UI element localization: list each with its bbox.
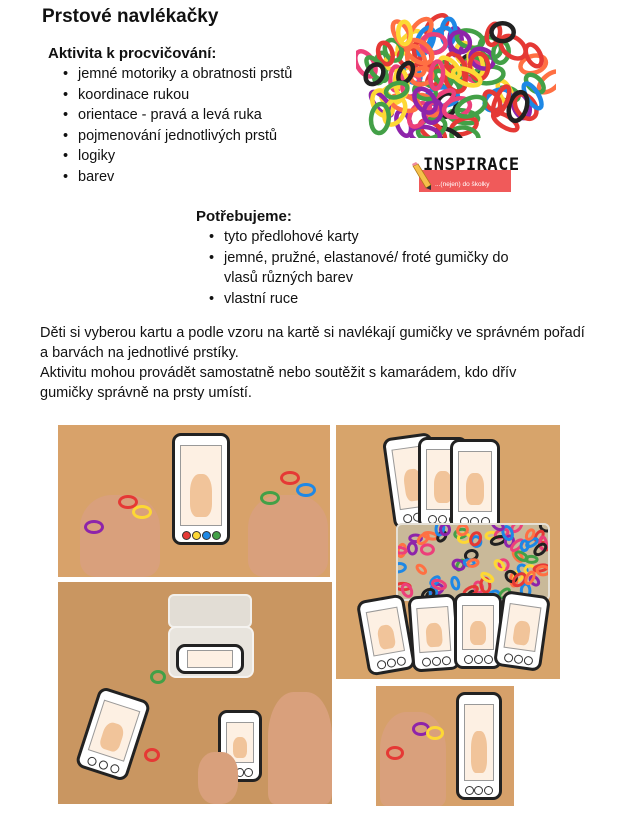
pattern-card xyxy=(74,686,151,783)
pattern-card xyxy=(407,593,460,672)
box-of-hair-ties xyxy=(396,523,550,601)
activity-list xyxy=(56,64,348,187)
photo-hands-with-card xyxy=(58,425,330,577)
photo-table-play xyxy=(58,582,332,804)
hair-ties-image xyxy=(356,12,556,138)
ring xyxy=(84,520,104,534)
needs-heading: Potřebujeme: xyxy=(196,208,292,225)
right-hand xyxy=(248,495,328,577)
description-1: Děti si vyberou kartu a podle vzoru na kartě si navlékají gumičky ve správném pořadí a barvách na jednotlivé prstíky. xyxy=(40,325,585,361)
pattern-card xyxy=(493,590,551,672)
ring xyxy=(144,748,160,762)
list-item: • pojmenování jednotlivých prstů xyxy=(56,126,348,147)
list-item: • jemné motoriky a obratnosti prstů xyxy=(56,64,348,85)
ring xyxy=(426,726,444,740)
ring xyxy=(132,505,152,519)
needs-list xyxy=(202,227,542,309)
pattern-card xyxy=(176,644,244,674)
hand xyxy=(198,752,238,804)
ring xyxy=(280,471,300,485)
hair-tie xyxy=(421,545,433,554)
hand xyxy=(268,692,332,804)
photo-hand-small xyxy=(376,686,514,806)
hair-tie xyxy=(521,541,529,551)
inspirace-logo xyxy=(405,155,520,193)
list-item: • koordinace rukou xyxy=(56,85,348,106)
needs-section xyxy=(196,208,576,309)
ring xyxy=(260,491,280,505)
hair-tie xyxy=(416,564,427,575)
ring xyxy=(150,670,166,684)
description-2: Aktivitu mohou provádět samostatně nebo soutěžit s kamarádem, kdo dřív gumičky správně na prsty umístí. xyxy=(40,365,517,401)
list-item: • vlastní ruce xyxy=(202,289,542,310)
box-of-hair-ties xyxy=(168,594,252,628)
hair-tie xyxy=(398,563,406,573)
logo-text: INSPIRACE xyxy=(423,155,520,175)
hair-tie xyxy=(491,525,505,531)
ring xyxy=(296,483,316,497)
list-item: • logiky xyxy=(56,146,348,167)
photo-box-and-cards xyxy=(336,425,560,679)
hair-tie xyxy=(408,543,417,554)
list-item: • orientace - pravá a levá ruka xyxy=(56,105,348,126)
list-item: • jemné, pružné, elastanové/ froté gumičky do vlasů různých barev xyxy=(202,248,542,289)
activity-heading: Aktivita k procvičování: xyxy=(48,45,217,62)
pattern-card xyxy=(172,433,230,545)
pattern-card xyxy=(450,439,500,531)
hair-tie xyxy=(451,577,460,590)
list-item: • tyto předlohové karty xyxy=(202,227,542,248)
list-item: • barev xyxy=(56,167,348,188)
pattern-card xyxy=(456,692,502,800)
activity-section xyxy=(48,45,348,187)
ring xyxy=(386,746,404,760)
page-title: Prstové navlékačky xyxy=(42,6,219,27)
logo-subtext: ...(nejen) do školky xyxy=(435,181,490,188)
